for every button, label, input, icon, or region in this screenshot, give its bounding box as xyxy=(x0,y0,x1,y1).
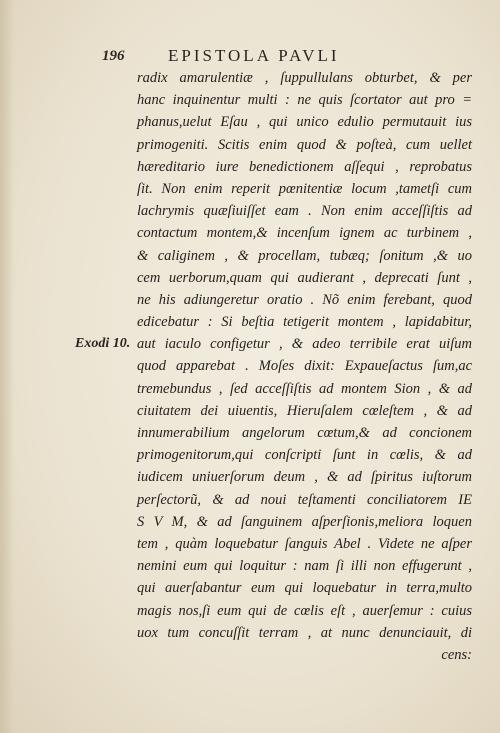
text-line: tem , quàm loquebatur ſanguis Abel . Videte ne aſper xyxy=(137,535,472,552)
text-line: iudicem uniuerſorum deum , & ad ſpiritus iuſtorum xyxy=(137,469,472,486)
text-line: radix amarulentiæ , ſuppullulans obturbet, & per xyxy=(137,70,472,86)
running-head xyxy=(102,46,462,66)
text-line: ne his adiungeretur oratio . Nõ enim ferebant, quod xyxy=(137,291,472,308)
text-line: lachrymis quæſiuiſſet eam . Non enim acceſſiſtis ad xyxy=(137,203,472,220)
text-line: & caliginem , & procellam, tubæq; ſonitum ,& uo xyxy=(137,247,472,264)
text-line: contactum montem,& incenſum ignem ac turbinem , xyxy=(137,225,472,242)
text-line: S V M, & ad ſanguinem aſperſionis,meliora loquen xyxy=(137,513,472,530)
text-line: edicebatur : Si beſtia tetigerit montem , lapidabitur, xyxy=(137,314,472,331)
text-line: perſectorũ, & ad noui teſtamenti conciliatorem IE xyxy=(137,491,472,508)
text-line: magis nos,ſi eum qui de cœlis eſt , auerſemur : cuius xyxy=(137,602,472,619)
margin-note: Exodi 10. xyxy=(75,336,131,351)
body-text xyxy=(137,67,472,666)
text-line: hæreditario iure benedictionem aſſequi , reprobatus xyxy=(137,158,472,175)
page-number: 196 xyxy=(102,48,125,64)
running-title: EPISTOLA PAVLI xyxy=(168,46,340,65)
text-line: ſit. Non enim reperit pœnitentiæ locum ,tametſi cum xyxy=(137,180,472,197)
text-line: tremebundus , ſed acceſſiſtis ad montem Sion , & ad xyxy=(137,380,472,397)
text-line: uox tum concuſſit terram , at nunc denunciauit, di xyxy=(137,624,472,641)
text-line: qui auerſabantur eum qui loquebatur in terra,multo xyxy=(137,580,472,597)
text-line: cens: xyxy=(441,646,472,663)
text-line: primogenitorum,qui conſcripti ſunt in cœlis, & ad xyxy=(137,447,472,464)
text-line: hanc inquinentur multi : ne quis ſcortator aut pro = xyxy=(137,92,472,109)
text-line: phanus,uelut Eſau , qui unico edulio permutauit ius xyxy=(137,114,472,131)
text-line: aut iaculo configetur , & adeo terribile erat uiſum xyxy=(137,336,472,353)
text-line: nemini eum qui loquitur : nam ſi illi non effugerunt , xyxy=(137,558,472,575)
text-line: innumerabilium angelorum cœtum,& ad concionem xyxy=(137,425,472,441)
page-gutter-shadow xyxy=(0,0,14,733)
text-line: ciuitatem dei uiuentis, Hieruſalem cœleſtem , & ad xyxy=(137,402,472,419)
text-line: quod apparebat . Moſes dixit: Expaueſactus ſum,ac xyxy=(137,358,472,375)
text-line: primogeniti. Scitis enim quod & poſteà, cum uellet xyxy=(137,136,472,153)
text-line: cem uerborum,quam qui audierant , deprecati ſunt , xyxy=(137,269,472,286)
